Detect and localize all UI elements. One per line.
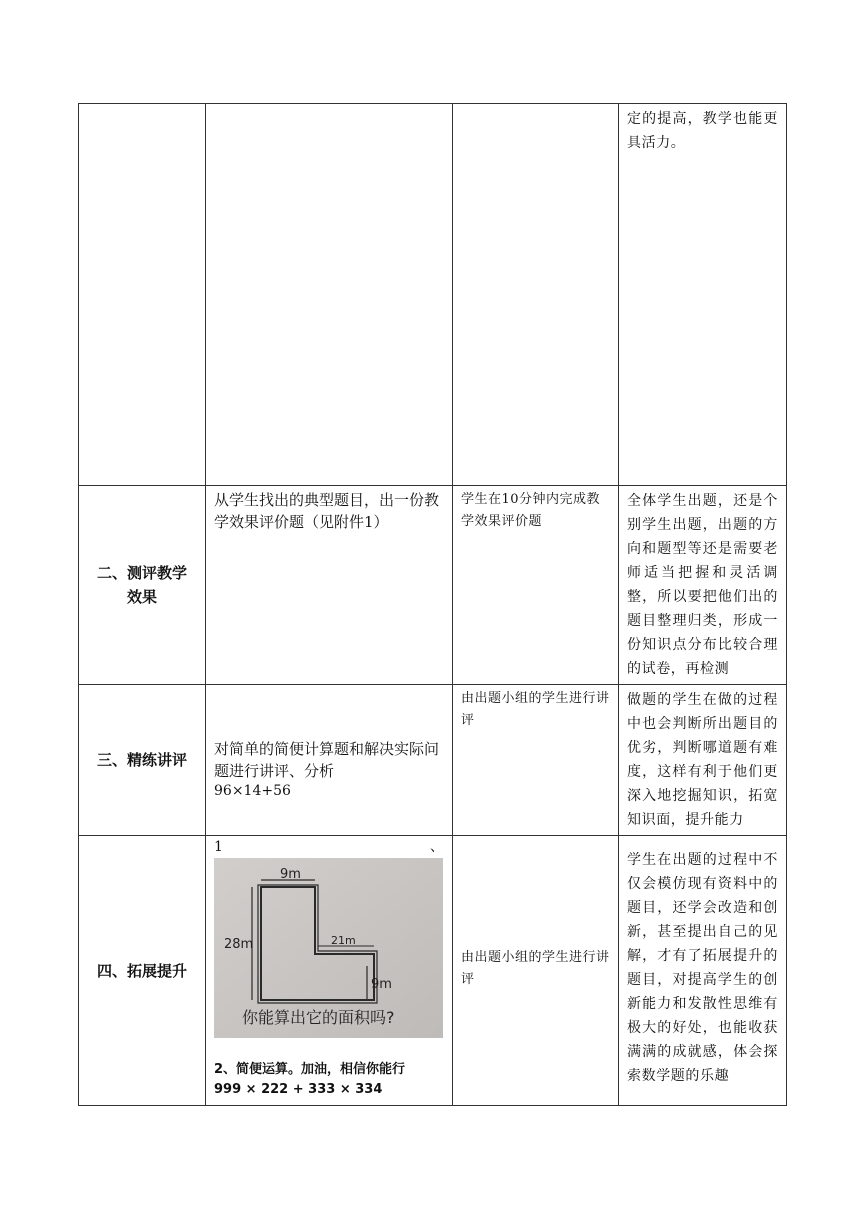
- stage-cell: 二、测评教学效果: [79, 486, 206, 685]
- label-top: 9m: [280, 867, 301, 882]
- student-cell: 由出题小组的学生进行讲评: [453, 836, 619, 1106]
- note-cell: 全体学生出题，还是个别学生出题，出题的方向和题型等还是需要老师适当把握和灵活调整，所以要把他们出的题目整理归类，形成一份知识点分布比较合理的试卷，再检测: [619, 486, 787, 685]
- stage-cell: 三、精练讲评: [79, 685, 206, 836]
- content-cell: [206, 685, 453, 836]
- student-cell: 由出题小组的学生进行讲评: [453, 685, 619, 836]
- item-1-line: [214, 838, 444, 856]
- item-mark: 、: [430, 839, 444, 855]
- stage-cell: [79, 104, 206, 486]
- table-row: [79, 486, 787, 685]
- student-cell: [453, 104, 619, 486]
- note-cell: 学生在出题的过程中不仅会模仿现有资料中的题目，还学会改造和创新，甚至提出自己的见解，才有了拓展提升的题目，对提高学生的创新能力和发散性思维有极大的好处，也能收获满满的成就感，体会探索数学题的乐趣: [619, 836, 787, 1106]
- label-left: 28m: [224, 937, 254, 952]
- table-row: [79, 104, 787, 486]
- item-2-expression: 999 × 222 + 333 × 334: [214, 1082, 383, 1097]
- student-cell: 学生在10分钟内完成教学效果评价题: [453, 486, 619, 685]
- figure-question: 你能算出它的面积吗?: [242, 1008, 395, 1027]
- content-cell: 从学生找出的典型题目，出一份教学效果评价题（见附件1）: [206, 486, 453, 685]
- label-inner: 21m: [331, 934, 356, 947]
- l-shape-figure: [214, 858, 443, 1038]
- lesson-plan-table: [78, 103, 787, 1106]
- content-cell: [206, 836, 453, 1106]
- content-text: 对简单的简便计算题和解决实际问题进行讲评、分析: [214, 739, 440, 780]
- content-cell: [206, 104, 453, 486]
- table-row: [79, 836, 787, 1106]
- note-cell: 做题的学生在做的过程中也会判断所出题目的优劣，判断哪道题有难度，这样有利于他们更深入地挖掘知识，拓宽知识面，提升能力: [619, 685, 787, 836]
- expression: 96×14+56: [214, 782, 291, 799]
- stage-cell: 四、拓展提升: [79, 836, 206, 1106]
- item-2-title: 2、简便运算。加油，相信你能行: [214, 1062, 406, 1077]
- label-right: 9m: [371, 977, 392, 992]
- table-row: [79, 685, 787, 836]
- note-cell: 定的提高，教学也能更具活力。: [619, 104, 787, 486]
- item-number: 1: [214, 839, 223, 855]
